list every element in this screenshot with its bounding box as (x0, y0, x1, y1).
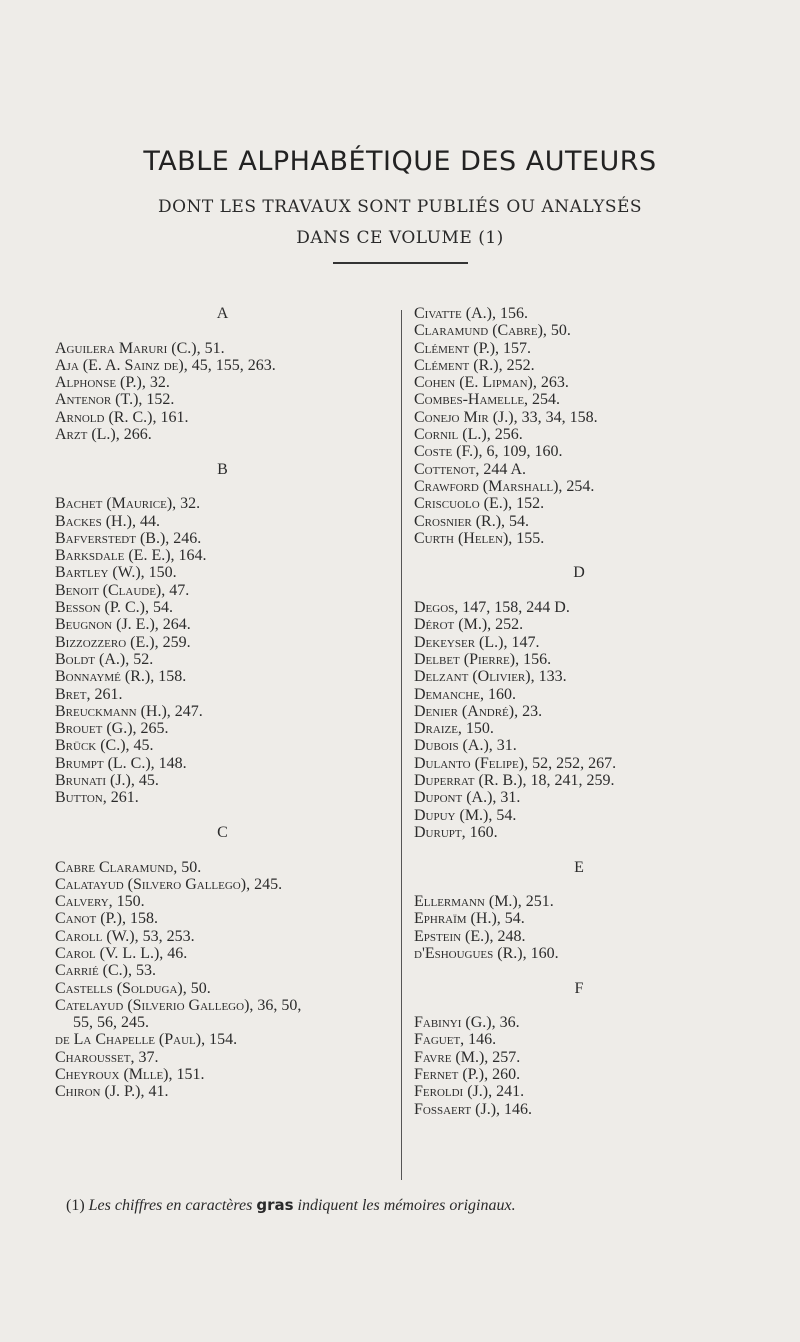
index-entry: Bret, 261. (55, 685, 123, 703)
index-entry: de La Chapelle (Paul), 154. (55, 1031, 238, 1049)
index-entry: Calatayud (Silvero Gallego), 245. (55, 875, 283, 893)
footnote-text-part2: indiquent les mémoires originaux. (297, 1197, 516, 1214)
right-column (414, 305, 744, 1118)
section-gap (55, 322, 390, 339)
index-entry: Antenor (T.), 152. (55, 391, 175, 409)
index-entry: Chiron (J. P.), 41. (55, 1083, 169, 1101)
index-entry: Dérot (M.), 252. (414, 616, 524, 634)
index-entry: Clément (R.), 252. (414, 356, 535, 374)
index-entry: Criscuolo (E.), 152. (414, 495, 545, 513)
index-entry: Bachet (Maurice), 32. (55, 495, 201, 513)
index-entry: Castells (Solduga), 50. (55, 979, 211, 997)
index-entry: Cohen (E. Lipman), 263. (414, 374, 569, 392)
index-entry: Backes (H.), 44. (55, 512, 160, 530)
index-entry: Demanche, 160. (414, 685, 516, 703)
index-entry: Faguet, 146. (414, 1031, 497, 1049)
section-gap (55, 478, 390, 495)
index-entry: Coste (F.), 6, 109, 160. (414, 443, 563, 461)
index-entry: Breuckmann (H.), 247. (55, 702, 203, 720)
index-entry: Draize, 150. (414, 720, 494, 738)
column-divider (401, 310, 402, 1180)
index-entry: Bafverstedt (B.), 246. (55, 529, 202, 547)
footnote-bold-word: gras (256, 1196, 294, 1214)
section-gap (414, 547, 744, 564)
index-entry: Dulanto (Felipe), 52, 252, 267. (414, 754, 617, 772)
index-entry: Curth (Helen), 155. (414, 529, 545, 547)
index-entry: Caroll (W.), 53, 253. (55, 927, 195, 945)
index-entry: Brumpt (L. C.), 148. (55, 754, 187, 772)
index-entry: Fernet (P.), 260. (414, 1066, 521, 1084)
index-entry: Clément (P.), 157. (414, 339, 532, 357)
index-entry: Bizzozzero (E.), 259. (55, 633, 191, 651)
section-gap (414, 841, 744, 858)
index-entry: Boldt (A.), 52. (55, 650, 154, 668)
index-entry: Crosnier (R.), 54. (414, 512, 530, 530)
index-entry: Beugnon (J. E.), 264. (55, 616, 191, 634)
index-entry: Dubois (A.), 31. (414, 737, 517, 755)
index-entry: Brouet (G.), 265. (55, 720, 169, 738)
index-entry: Aguilera Maruri (C.), 51. (55, 339, 225, 357)
index-entry: Aja (E. A. Sainz de), 45, 155, 263. (55, 356, 276, 374)
section-letter: C (217, 823, 228, 841)
index-entry: Alphonse (P.), 32. (55, 374, 170, 392)
index-entry: Fabinyi (G.), 36. (414, 1014, 520, 1032)
section-letter: F (574, 979, 584, 997)
index-entry: Button, 261. (55, 789, 139, 807)
section-letter: D (573, 564, 585, 582)
index-entry: Favre (M.), 257. (414, 1048, 521, 1066)
index-entry: Charousset, 37. (55, 1048, 159, 1066)
index-entry: Arzt (L.), 266. (55, 426, 152, 444)
index-entry: Crawford (Marshall), 254. (414, 477, 595, 495)
index-entry: Dupont (A.), 31. (414, 789, 521, 807)
index-entry: Duperrat (R. B.), 18, 241, 259. (414, 772, 615, 790)
page-subtitle-line1: DONT LES TRAVAUX SONT PUBLIÉS OU ANALYSÉS (157, 197, 643, 217)
footnote-text-part1: Les chiffres en caractères (88, 1197, 253, 1214)
footnote-marker: (1) (66, 1197, 85, 1214)
index-entry: Dekeyser (L.), 147. (414, 633, 540, 651)
index-entry: Conejo Mir (J.), 33, 34, 158. (414, 408, 598, 426)
index-entry: Brück (C.), 45. (55, 737, 154, 755)
section-gap (414, 876, 744, 893)
section-gap (55, 841, 390, 858)
index-entry: d'Eshougues (R.), 160. (414, 944, 559, 962)
section-letter: A (216, 305, 229, 322)
index-entry: Epstein (E.), 248. (414, 927, 526, 945)
index-entry: Civatte (A.), 156. (414, 305, 528, 322)
index-entry: Besson (P. C.), 54. (55, 599, 173, 617)
index-entry: Feroldi (J.), 241. (414, 1083, 525, 1101)
section-gap (414, 997, 744, 1014)
index-entry: 55, 56, 245. (73, 1014, 149, 1032)
footnote (66, 1196, 766, 1215)
title-rule (333, 262, 468, 264)
index-entry: Canot (P.), 158. (55, 910, 159, 928)
section-gap (55, 443, 390, 460)
index-entry: Bartley (W.), 150. (55, 564, 177, 582)
index-entry: Cottenot, 244 A. (414, 460, 527, 478)
section-letter: B (217, 460, 228, 478)
index-entry: Claramund (Cabre), 50. (414, 322, 571, 340)
index-entry: Carol (V. L. L.), 46. (55, 944, 188, 962)
section-gap (55, 807, 390, 824)
index-entry: Brunati (J.), 45. (55, 772, 159, 790)
page-title: TABLE ALPHABÉTIQUE DES AUTEURS (143, 146, 657, 177)
index-entry: Fossaert (J.), 146. (414, 1100, 533, 1118)
index-entry: Cheyroux (Mlle), 151. (55, 1066, 205, 1084)
index-entry: Cabre Claramund, 50. (55, 858, 202, 876)
index-entry: Delzant (Olivier), 133. (414, 668, 567, 686)
left-column (55, 305, 390, 1101)
index-entry: Ellermann (M.), 251. (414, 893, 554, 911)
index-entry: Ephraïm (H.), 54. (414, 910, 525, 928)
index-entry: Carrié (C.), 53. (55, 962, 156, 980)
index-entry: Durupt, 160. (414, 823, 498, 841)
index-entry: Calvery, 150. (55, 893, 145, 911)
index-entry: Denier (André), 23. (414, 702, 543, 720)
index-entry: Dupuy (M.), 54. (414, 806, 517, 824)
section-gap (414, 962, 744, 979)
index-entry: Benoit (Claude), 47. (55, 581, 190, 599)
index-entry: Bonnaymé (R.), 158. (55, 668, 187, 686)
index-entry: Combes-Hamelle, 254. (414, 391, 561, 409)
section-gap (414, 582, 744, 599)
section-letter: E (574, 858, 584, 876)
index-entry: Arnold (R. C.), 161. (55, 408, 189, 426)
index-entry: Barksdale (E. E.), 164. (55, 547, 207, 565)
index-entry: Cornil (L.), 256. (414, 426, 523, 444)
page-subtitle-line2: DANS CE VOLUME (1) (296, 228, 504, 248)
index-entry: Catelayud (Silverio Gallego), 36, 50, (55, 996, 302, 1014)
index-entry: Delbet (Pierre), 156. (414, 650, 552, 668)
index-entry: Degos, 147, 158, 244 D. (414, 599, 570, 617)
